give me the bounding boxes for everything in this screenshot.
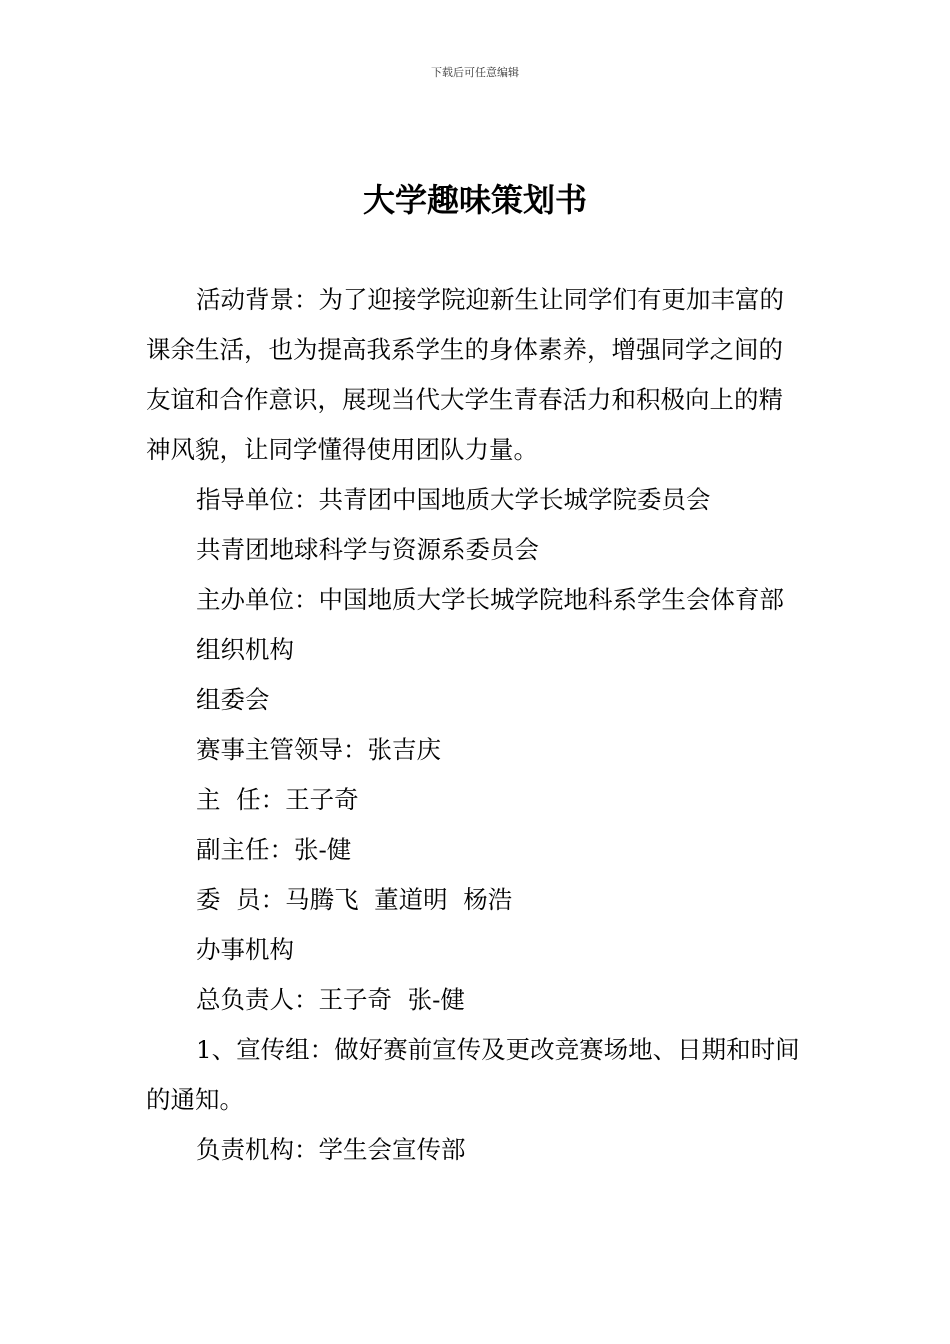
paragraph-publicity-group: 1、宣传组：做好赛前宣传及更改竞赛场地、日期和时间的通知。 [146, 1035, 800, 1114]
page-header-note: 下载后可任意编辑 [431, 66, 519, 79]
document-body [146, 275, 806, 1175]
paragraph-chief: 总负责人：王子奇 张-健 [196, 985, 465, 1014]
paragraph-guidance-unit: 指导单位：共青团中国地质大学长城学院委员会 [196, 485, 711, 514]
paragraph-deputy-director: 副主任：张-健 [196, 835, 352, 864]
paragraph-guidance-unit-2: 共青团地球科学与资源系委员会 [196, 535, 539, 564]
paragraph-office: 办事机构 [196, 935, 294, 964]
paragraph-responsible: 负责机构：学生会宣传部 [196, 1135, 466, 1164]
paragraph-members: 委 员：马腾飞 董道明 杨浩 [196, 885, 513, 914]
paragraph-director: 主 任：王子奇 [196, 785, 359, 814]
paragraph-organization: 组织机构 [196, 635, 294, 664]
paragraph-host-unit: 主办单位：中国地质大学长城学院地科系学生会体育部 [196, 585, 784, 614]
paragraph-background: 活动背景：为了迎接学院迎新生让同学们有更加丰富的课余生活，也为提高我系学生的身体素养，增强同学之间的友谊和合作意识，展现当代大学生青春活力和积极向上的精神风貌，让同学懂得使用团队力量。 [146, 285, 784, 464]
paragraph-lead: 赛事主管领导：张吉庆 [196, 735, 441, 764]
document-title: 大学趣味策划书 [362, 181, 587, 219]
paragraph-committee: 组委会 [196, 685, 270, 714]
